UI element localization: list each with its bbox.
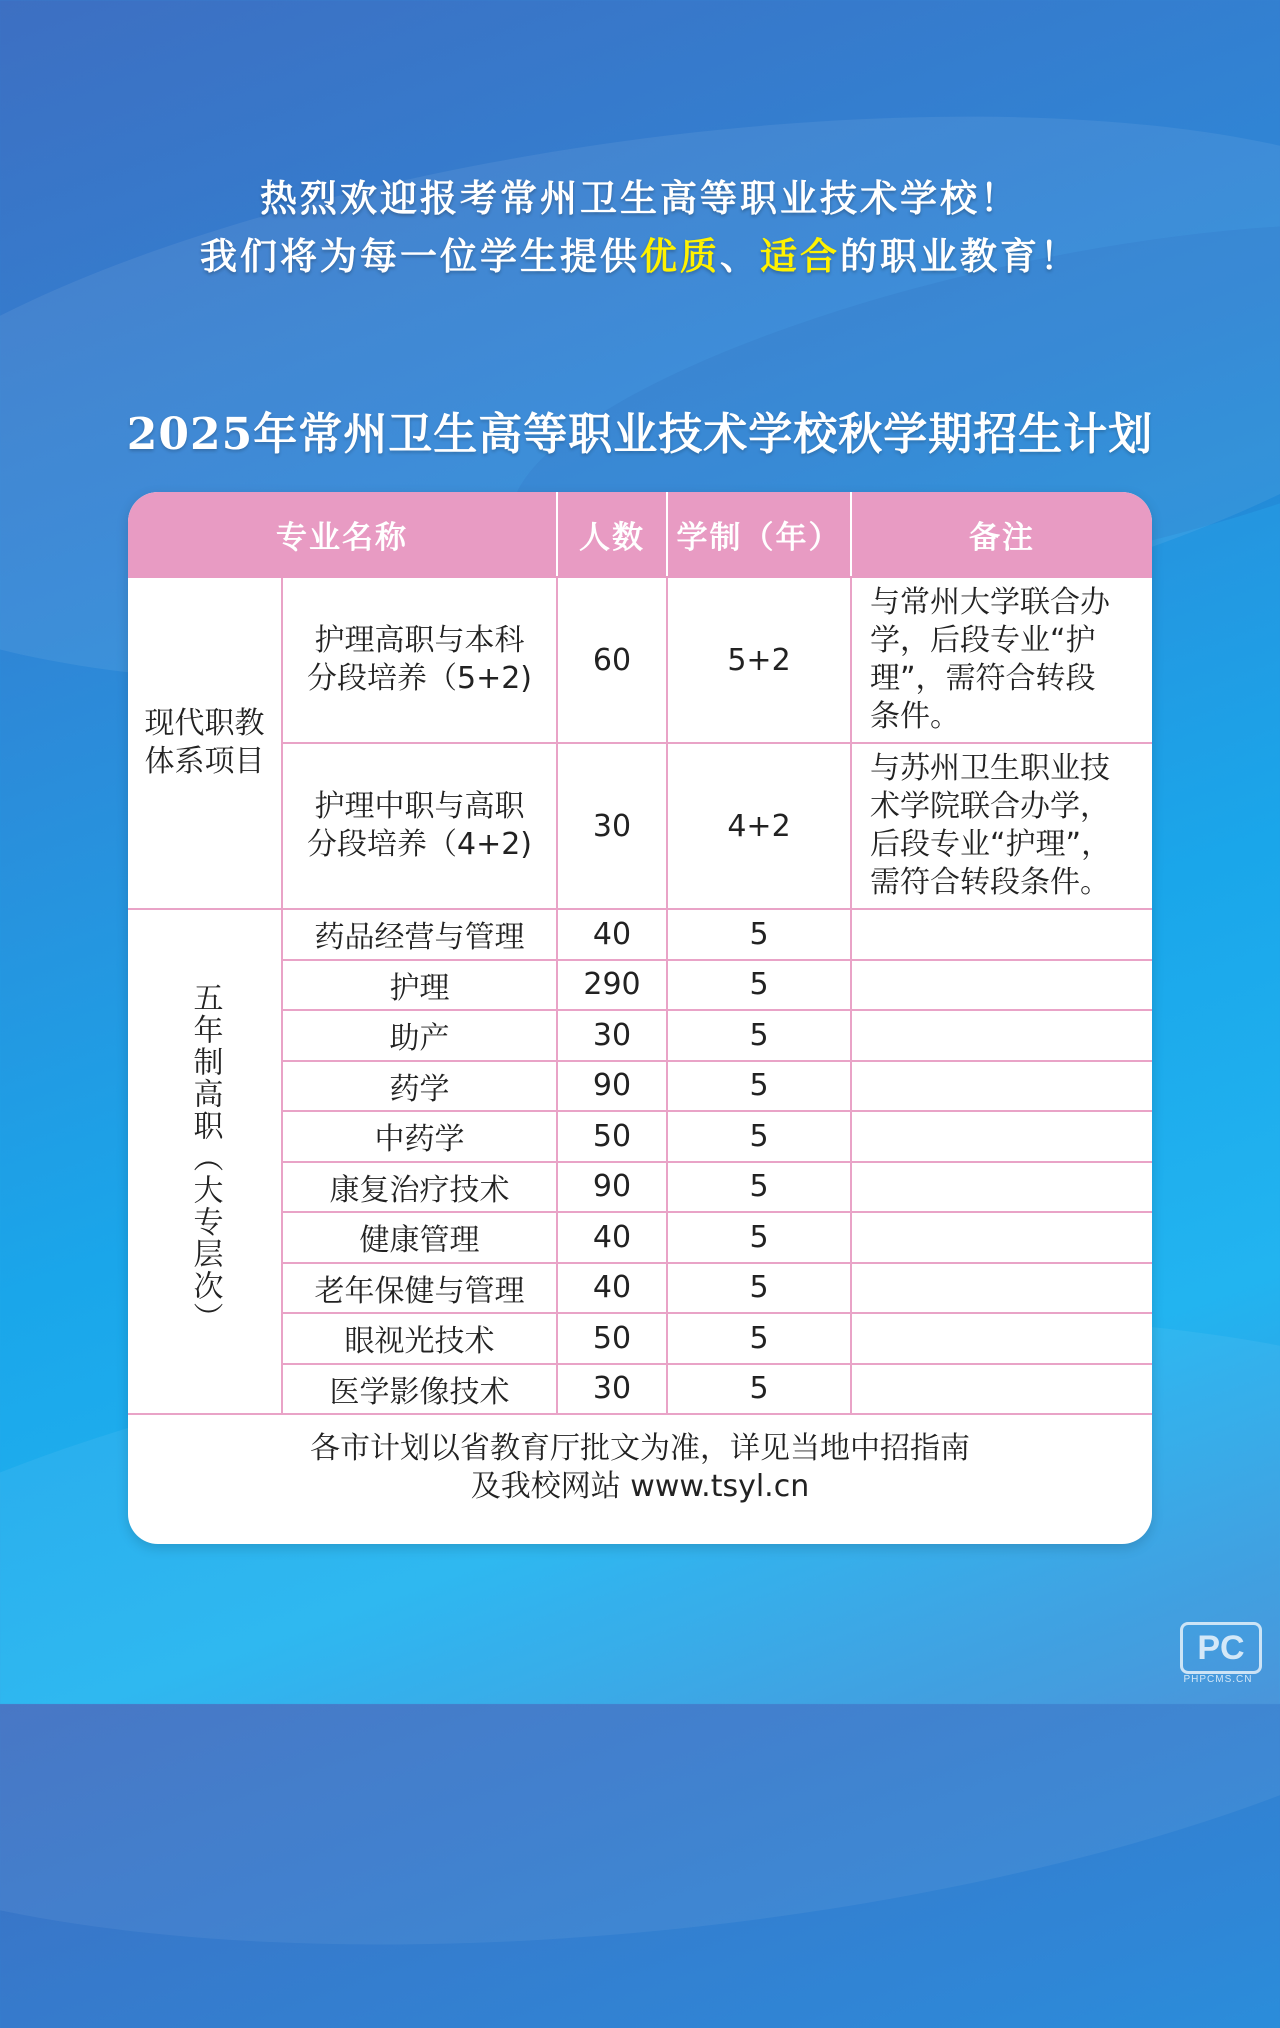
major-count: 40 — [557, 909, 667, 960]
major-remark — [851, 1263, 1152, 1314]
major-duration: 5 — [667, 1162, 851, 1213]
banner-line-1: 热烈欢迎报考常州卫生高等职业技术学校！ — [260, 177, 1020, 220]
major-name: 护理中职与高职 分段培养（4+2) — [282, 743, 557, 909]
major-duration: 5 — [667, 1111, 851, 1162]
major-duration: 5 — [667, 1010, 851, 1061]
footer-line-1: 各市计划以省教育厅批文为准，详见当地中招指南 — [310, 1431, 970, 1466]
major-duration: 5 — [667, 909, 851, 960]
table-row — [128, 909, 1152, 960]
major-remark — [851, 1162, 1152, 1213]
major-duration: 4+2 — [667, 743, 851, 909]
table-row — [128, 1263, 1152, 1314]
header-duration: 学制（年） — [667, 492, 851, 577]
table-row — [128, 1010, 1152, 1061]
footer-note — [128, 1430, 1152, 1506]
major-name: 护理 — [282, 960, 557, 1011]
major-count: 90 — [557, 1162, 667, 1213]
major-duration: 5 — [667, 1263, 851, 1314]
enrollment-table — [128, 492, 1152, 1415]
major-count: 40 — [557, 1212, 667, 1263]
major-count: 30 — [557, 1010, 667, 1061]
major-duration: 5 — [667, 1061, 851, 1112]
table-row — [128, 1061, 1152, 1112]
major-remark — [851, 1061, 1152, 1112]
major-remark — [851, 1111, 1152, 1162]
banner-line-2-start: 我们将为每一位学生提供 — [200, 235, 640, 278]
page-title: 2025年常州卫生高等职业技术学校秋学期招生计划 — [126, 409, 1154, 460]
enrollment-plan-card — [128, 492, 1152, 1544]
major-remark: 与苏州卫生职业技 术学院联合办学， 后段专业“护理”， 需符合转段条件。 — [851, 743, 1152, 909]
table-row — [128, 1111, 1152, 1162]
group-label-modern-vocational: 现代职教 体系项目 — [128, 577, 282, 909]
major-duration: 5 — [667, 1212, 851, 1263]
major-remark — [851, 909, 1152, 960]
major-duration: 5+2 — [667, 577, 851, 743]
major-name: 健康管理 — [282, 1212, 557, 1263]
major-name: 康复治疗技术 — [282, 1162, 557, 1213]
major-remark — [851, 1313, 1152, 1364]
header-count: 人数 — [557, 492, 667, 577]
table-row — [128, 1212, 1152, 1263]
major-name: 药学 — [282, 1061, 557, 1112]
major-count: 50 — [557, 1111, 667, 1162]
major-name: 助产 — [282, 1010, 557, 1061]
major-name: 医学影像技术 — [282, 1364, 557, 1415]
major-count: 50 — [557, 1313, 667, 1364]
welcome-banner — [0, 170, 1280, 286]
banner-separator: 、 — [720, 235, 760, 278]
major-name: 护理高职与本科 分段培养（5+2) — [282, 577, 557, 743]
major-name: 药品经营与管理 — [282, 909, 557, 960]
banner-line-2 — [0, 228, 1280, 286]
major-duration: 5 — [667, 1364, 851, 1415]
table-row — [128, 743, 1152, 909]
major-remark: 与常州大学联合办 学，后段专业“护 理”，需符合转段 条件。 — [851, 577, 1152, 743]
major-count: 60 — [557, 577, 667, 743]
major-count: 40 — [557, 1263, 667, 1314]
major-remark — [851, 1010, 1152, 1061]
major-name: 眼视光技术 — [282, 1313, 557, 1364]
major-name: 老年保健与管理 — [282, 1263, 557, 1314]
watermark-logo — [1172, 1622, 1264, 1686]
header-remarks: 备注 — [851, 492, 1152, 577]
banner-highlight-quality: 优质 — [640, 235, 720, 278]
table-header-row — [128, 492, 1152, 577]
table-row — [128, 1364, 1152, 1415]
major-count: 30 — [557, 1364, 667, 1415]
table-row — [128, 1162, 1152, 1213]
table-row — [128, 960, 1152, 1011]
table-row — [128, 1313, 1152, 1364]
major-count: 290 — [557, 960, 667, 1011]
header-major-name: 专业名称 — [128, 492, 557, 577]
banner-line-2-end: 的职业教育！ — [840, 235, 1080, 278]
footer-line-2: 及我校网站 www.tsyl.cn — [470, 1469, 810, 1504]
major-name: 中药学 — [282, 1111, 557, 1162]
major-duration: 5 — [667, 1313, 851, 1364]
major-count: 30 — [557, 743, 667, 909]
table-row — [128, 577, 1152, 743]
major-remark — [851, 960, 1152, 1011]
banner-highlight-suitable: 适合 — [760, 235, 840, 278]
group-label-five-year: 五年制高职（大专层次） — [128, 909, 282, 1414]
pc-logo-icon: PC — [1180, 1622, 1262, 1674]
major-count: 90 — [557, 1061, 667, 1112]
major-remark — [851, 1212, 1152, 1263]
watermark-text: PHPCMS.CN — [1183, 1674, 1253, 1685]
major-remark — [851, 1364, 1152, 1415]
major-duration: 5 — [667, 960, 851, 1011]
